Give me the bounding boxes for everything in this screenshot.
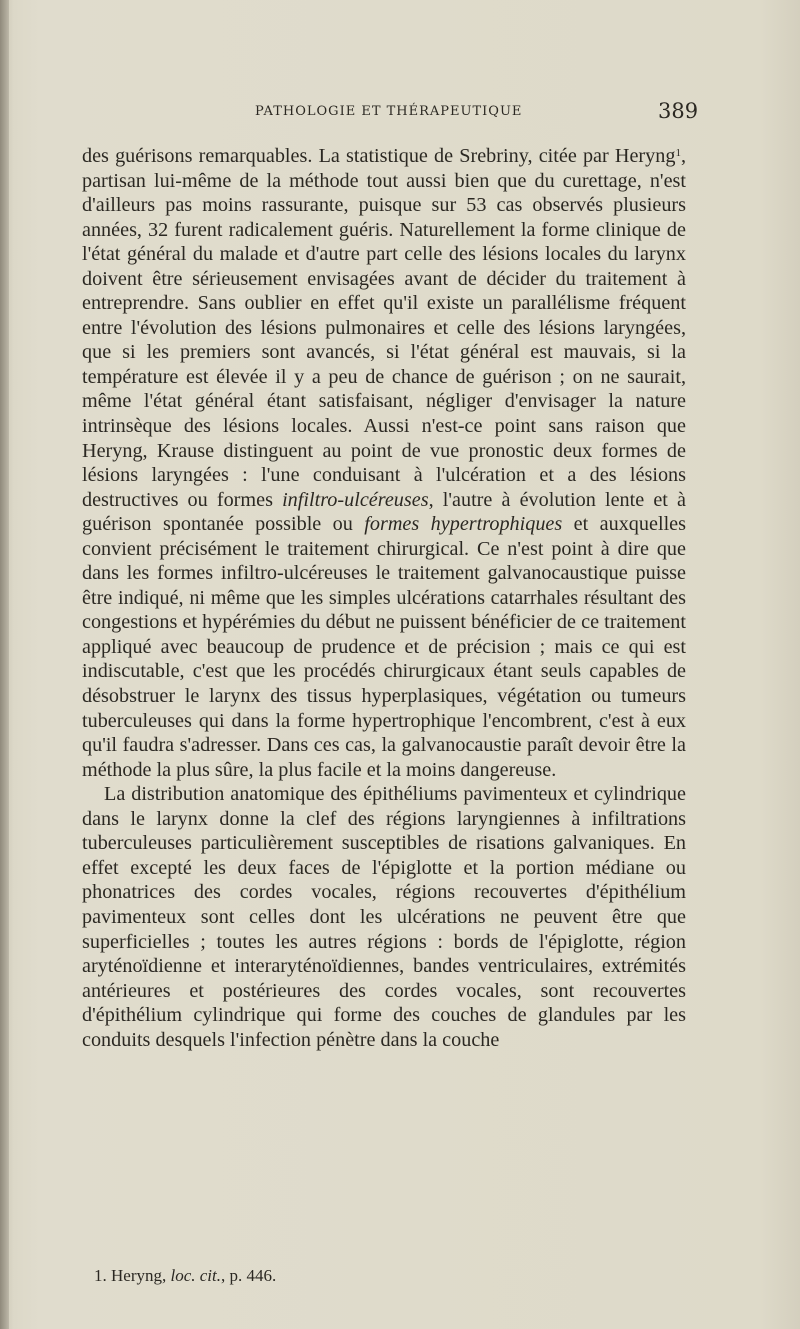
page-number: 389 xyxy=(658,99,699,123)
footnote-author: Heryng, xyxy=(111,1266,167,1285)
italic-term-hypertrophiques: formes hypertrophiques xyxy=(364,513,563,536)
footnote-page: , p. 446. xyxy=(221,1266,277,1285)
running-header xyxy=(255,104,650,119)
paragraph-1 xyxy=(82,144,686,782)
paragraph-1-part-a: des guérisons remarquables. La statistique de Srebriny, citée par Heryng xyxy=(82,145,676,167)
footnote-reference: 1 xyxy=(675,147,681,159)
footnote xyxy=(94,1266,276,1286)
footnote-ref: loc. cit. xyxy=(170,1266,221,1285)
paragraph-1-part-c: , l'autre à évolution lente et à guérison spontanée possible ou xyxy=(82,488,686,536)
paragraph-1-part-b: , partisan lui-même de la méthode tout aussi bien que du curettage, n'est d'ailleurs pas moins rassurante, puisque sur 53 cas observés plusieurs années, 32 furent radicalement guéris. Naturellement la forme clinique de l'état général du malade et d'autre part celle des lésions locales du larynx doivent être sérieusement envisagées avant de décider du traitement à entreprendre. Sans oublier en effet qu'il existe un parallélisme fréquent entre l'évolution des lésions pulmonaires et celle des lésions laryngées, que si les premiers sont avancés, si l'état général est mauvais, si la température est élevée il y a peu de chance de guérison ; on ne saurait, même l'état général étant satisfaisant, négliger d'envisager la nature intrinsèque des lésions locales. Aussi n'est-ce point sans raison que Heryng, Krause distinguent au point de vue pronostic deux formes de lésions laryngées : l'une conduisant à l'ulcération et a des lésions destructives ou formes xyxy=(82,145,686,511)
paragraph-2: La distribution anatomique des épithéliums pavimenteux et cylindrique dans le larynx donne la clef des régions laryngiennes à infiltrations tuberculeuses particulièrement susceptibles de risations galvaniques. En effet excepté les deux faces de l'épiglotte et la portion médiane ou phonatrices des cordes vocales, régions recouvertes d'épithélium pavimenteux sont celles dont les ulcérations ne peuvent être que superficielles ; toutes les autres régions : bords de l'épiglotte, région aryténoïdienne et interaryténoïdiennes, bandes ventriculaires, extrémités antérieures et postérieures des cordes vocales, sont recouvertes d'épithélium cylindrique qui forme des couches de glandules par les conduits desquels l'infection pénètre dans la couche xyxy=(82,783,686,1051)
body-text xyxy=(82,144,686,1052)
italic-term-infiltro: infiltro-ulcéreuses xyxy=(282,488,429,511)
paragraph-1-part-d: et auxquelles convient précisément le traitement chirurgical. Ce n'est point à dire que dans les formes infiltro-ulcéreuses le traitement galvanocaustique puisse être indiqué, ni même que les simples ulcérations catarrhales résultant des congestions et hypérémies du début ne puissent bénéficier de ce traitement appliqué avec beaucoup de prudence et de précision ; mais ce qui est indiscutable, c'est que les procédés chirurgicaux étant seuls capables de désobstruer le larynx des tissus hyperplasiques, végétation ou tumeurs tuberculeuses qui dans la forme hypertrophique l'encombrent, c'est à eux qu'il faudra s'adresser. Dans ces cas, la galvanocaustie paraît devoir être la méthode la plus sûre, la plus facile et la moins dangereuse. xyxy=(82,513,686,781)
running-title: PATHOLOGIE ET THÉRAPEUTIQUE xyxy=(255,104,523,119)
footnote-number: 1. xyxy=(94,1266,107,1285)
page-binding-edge xyxy=(0,0,9,1329)
